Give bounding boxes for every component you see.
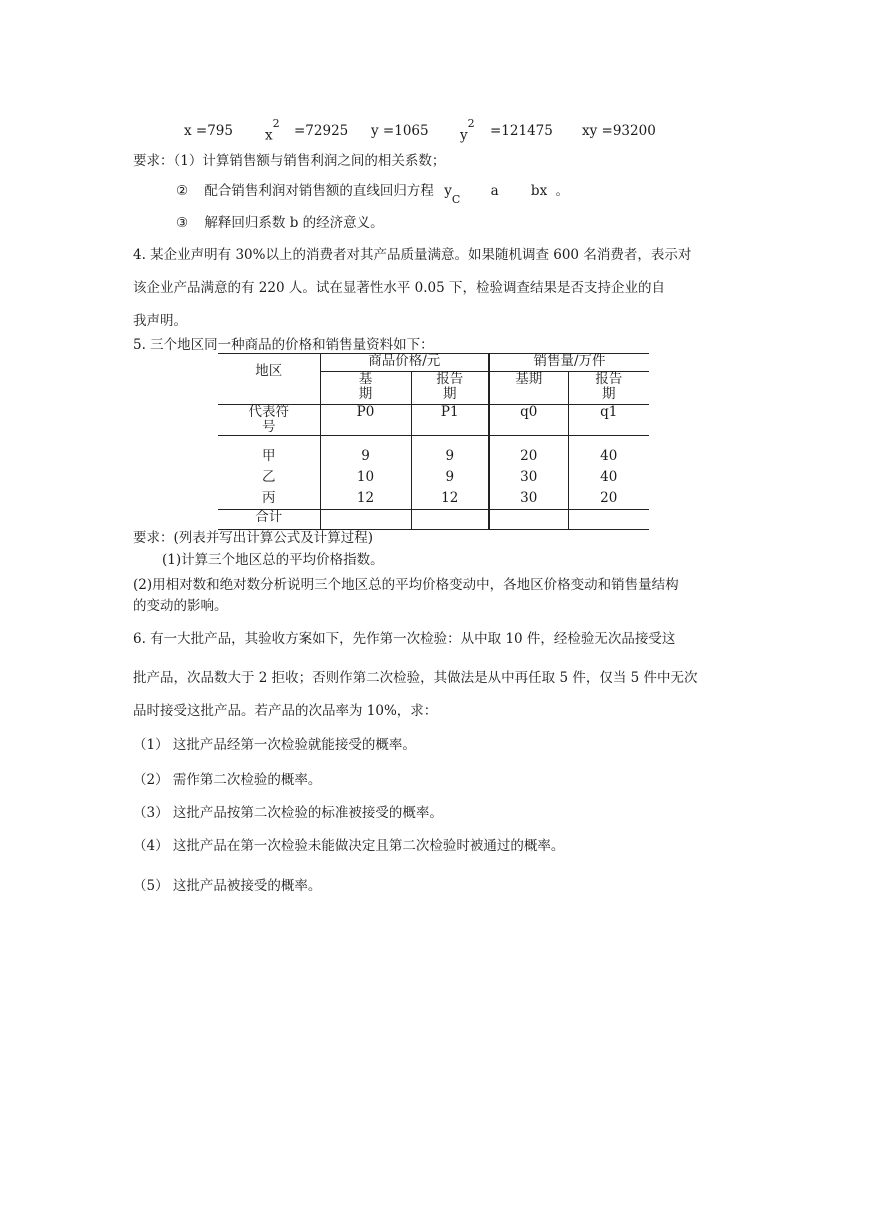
sum-y-squared-value: =121475 bbox=[490, 123, 553, 139]
q4-line-1: 4. 某企业声明有 30%以上的消费者对其产品质量满意。如果随机调查 600 名消费者，表示对 bbox=[133, 247, 692, 263]
region-bing: 丙 bbox=[262, 490, 276, 506]
qty-report-period-header: 报告 期 bbox=[568, 372, 649, 405]
sum-x-squared-value: =72925 bbox=[294, 123, 349, 139]
q6-line-3: 品时接受这批产品。若产品的次品率为 10%，求： bbox=[133, 703, 438, 719]
q6-item-5: （5） 这批产品被接受的概率。 bbox=[133, 878, 322, 894]
region-header: 地区 bbox=[218, 354, 320, 405]
q6-line-2: 批产品，次品数大于 2 拒收；否则作第二次检验，其做法是从中再任取 5 件，仅当 5 件中无次 bbox=[133, 670, 698, 686]
sum-x: x =795 bbox=[184, 123, 233, 139]
q6-item-1: （1） 这批产品经第一次检验就能接受的概率。 bbox=[133, 737, 416, 753]
symbol-label: 代表符 号 bbox=[218, 405, 320, 436]
total-label: 合计 bbox=[218, 510, 320, 530]
symbol-p0: P0 bbox=[320, 405, 411, 436]
price-base-column: 9 10 12 bbox=[320, 436, 411, 510]
q5-requirement-2-line-1: (2)用相对数和绝对数分析说明三个地区总的平均价格变动中，各地区价格变动和销售量结构 bbox=[133, 577, 679, 593]
total-price-report bbox=[411, 510, 489, 530]
price-sales-table bbox=[218, 353, 649, 530]
q3-requirement-3: ③ 解释回归系数 b 的经济意义。 bbox=[176, 215, 384, 231]
q4-line-3: 我声明。 bbox=[133, 313, 187, 329]
qty-base-column: 20 30 30 bbox=[489, 436, 568, 510]
sum-xy: xy =93200 bbox=[582, 123, 656, 139]
q6-item-3: （3） 这批产品按第二次检验的标准被接受的概率。 bbox=[133, 805, 443, 821]
q5-requirement-1: (1)计算三个地区总的平均价格指数。 bbox=[162, 552, 384, 568]
sum-y: y =1065 bbox=[371, 123, 429, 139]
total-price-base bbox=[320, 510, 411, 530]
region-yi: 乙 bbox=[262, 469, 276, 485]
qty-report-column: 40 40 20 bbox=[568, 436, 649, 510]
q3-requirement-2: ② 配合销售利润对销售额的直线回归方程 $y_C$ a bx 。 bbox=[176, 183, 569, 206]
price-header: 商品价格/元 bbox=[320, 354, 489, 372]
regression-yc: $y_C$ bbox=[444, 183, 461, 206]
sum-x-squared: $x^2$ bbox=[265, 117, 280, 144]
q6-item-4: （4） 这批产品在第一次检验未能做决定且第二次检验时被通过的概率。 bbox=[133, 838, 565, 854]
q3-req2-text: 配合销售利润对销售额的直线回归方程 bbox=[204, 183, 434, 199]
q4-line-2: 该企业产品满意的有 220 人。试在显著性水平 0.05 下，检验调查结果是否支持企业的自 bbox=[133, 280, 665, 296]
q5-requirement: 要求：(列表并写出计算公式及计算过程) bbox=[133, 530, 374, 546]
price-base-period-header: 基 期 bbox=[320, 372, 411, 405]
symbol-p1: P1 bbox=[411, 405, 489, 436]
q3-req2-number: ② bbox=[176, 183, 189, 199]
regression-a: a bbox=[490, 183, 499, 199]
q6-item-2: （2） 需作第二次检验的概率。 bbox=[133, 772, 322, 788]
total-qty-report bbox=[568, 510, 649, 530]
symbol-q0: q0 bbox=[489, 405, 568, 436]
sum-y-squared: $y^2$ bbox=[460, 117, 475, 144]
symbol-q1: q1 bbox=[568, 405, 649, 436]
total-qty-base bbox=[489, 510, 568, 530]
region-column bbox=[218, 436, 320, 510]
q6-line-1: 6. 有一大批产品，其验收方案如下，先作第一次检验：从中取 10 件，经检验无次品接受这 bbox=[133, 631, 676, 647]
quantity-header: 销售量/万件 bbox=[489, 354, 649, 372]
region-jia: 甲 bbox=[262, 448, 276, 464]
q3-requirement-1: 要求：（1）计算销售额与销售利润之间的相关系数； bbox=[133, 153, 446, 169]
statistics-summary-line bbox=[0, 117, 869, 144]
price-report-period-header: 报告 期 bbox=[411, 372, 489, 405]
qty-base-period-header: 基期 bbox=[489, 372, 568, 405]
q5-intro: 5. 三个地区同一种商品的价格和销售量资料如下： bbox=[133, 337, 434, 353]
price-report-column: 9 9 12 bbox=[411, 436, 489, 510]
q5-requirement-2-line-2: 的变动的影响。 bbox=[133, 598, 228, 614]
regression-bx: bx bbox=[530, 183, 548, 199]
